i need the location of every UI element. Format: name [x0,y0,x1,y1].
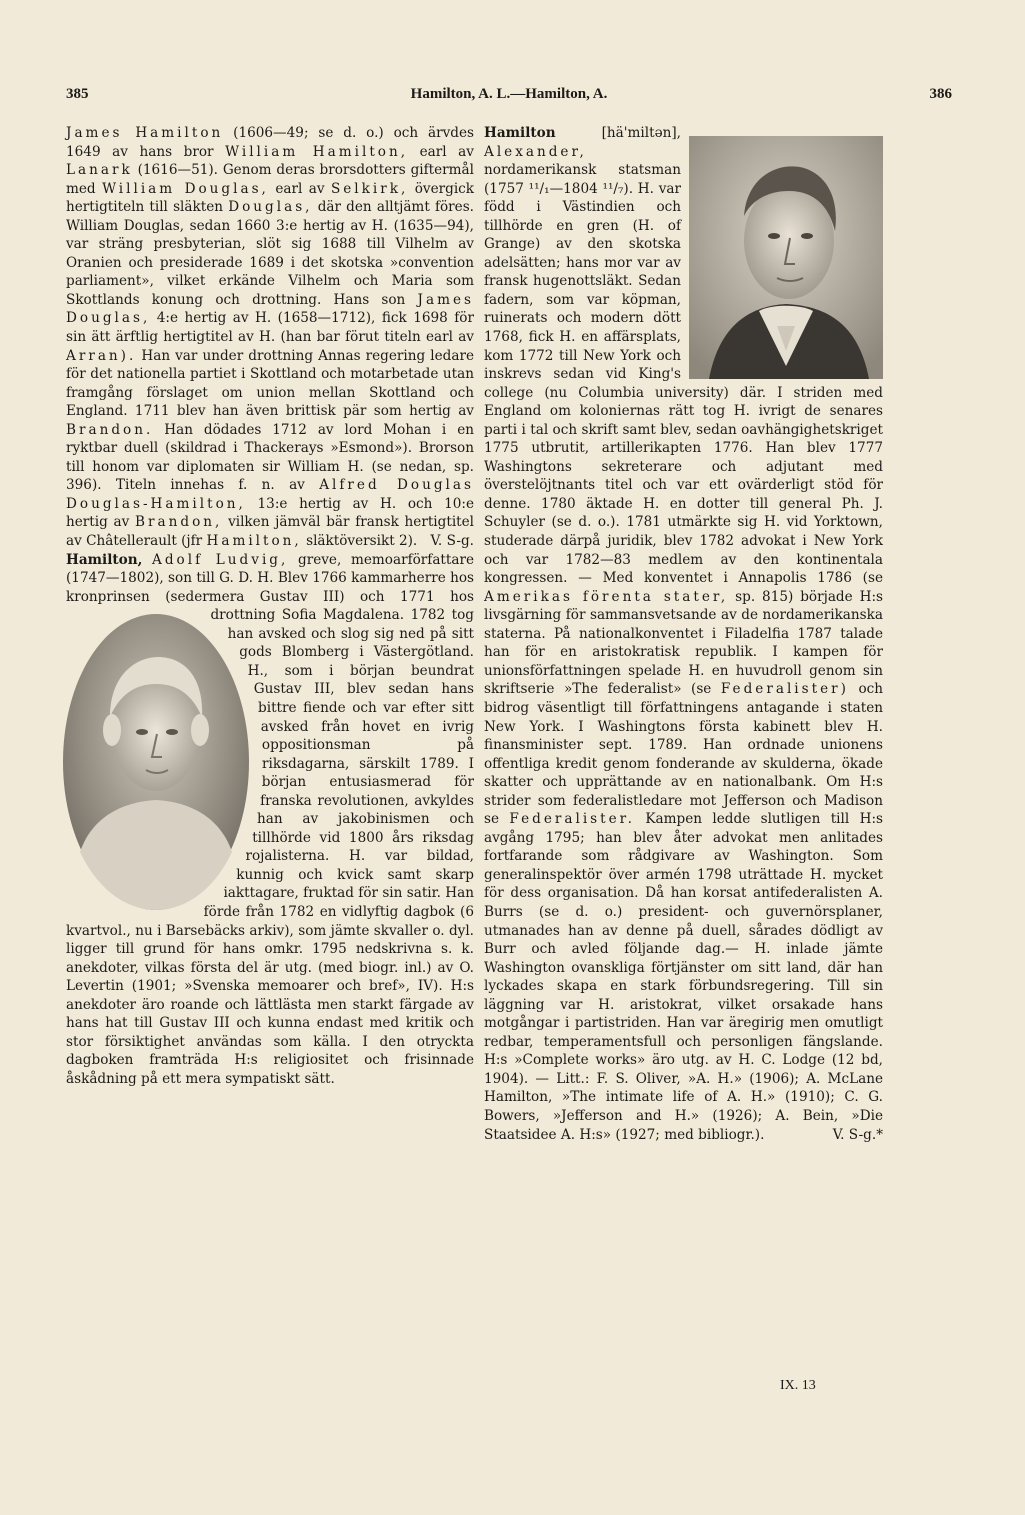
portrait-alexander-hamilton [689,136,883,379]
article-text: greve, memoarförfattare (1747—1802), son till G. D. H. Blev 1766 kammarherre hos kronprinsen (sedermera Gustav III) [66,551,475,605]
article-text: och 1771 hos drottning Sofia Magdalena. 1782 tog han avsked och slog sig ned på sitt gods Blomberg i Västergötland. H., som i början beundrat Gustav III, blev sedan hans bittre fiende och var efter sitt avsked från hovet en ivrig oppositionsman på riksdagarna, särskilt 1789. I början entusiasmerad för franska revolutionen, avkyldes han av jakobinismen och tillhörde vid 1800 års riksdag rojalisterna. H. var bildad, kunnig och kvick samt skarp iakttagare, fruktad för sin satir. Han förde från 1782 en vidlyftig dagbok (6 kvartvol., nu i Barsebäcks arkiv), som jämte skvaller o. dyl. ligger till grund för hans omkr. 1795 nedskrivna s. k. anekdoter, vilkas första del är utg. (med biogr. inl.) av O. Levertin (1901; »Svenska memoarer och bref», IV). H:s anekdoter äro roande och lättlästa men starkt färgade av hans hat till Gustav III och kunna endast med kritik och stor försiktighet användas som källa. I den otryckta dagboken framträda H:s religiositet och frisinnade åskådning på ett mera sympatiskt sätt. [66,588,474,1087]
signature: V. S-g. [430,533,474,550]
article-alexander-hamilton: Hamilton [hä'miltən], Alexander, nordamerikansk statsman (1757 ¹¹/₁—1804 ¹¹/₇). H. var född i Västindien och tillhörde en gren (H. of Grange) av den skotska adelsätten; hans mor var av fransk hugenottsläkt. Sedan fadern, som var köpman, ruinerats och modern dött 1768, fick H. en affärsplats, kom 1772 till New York och inskrevs sedan vid King's college (nu Columbia university) där. I striden med England om koloniernas rätt tog H. ivrigt de senares parti i tal och skrift samt blev, sedan oavhängighetskriget 1775 utbrutit, artillerikapten 1776. Han blev 1777 Washingtons sekreterare och adjutant med överstelöjtnants titel och var ett ovärderligt stöd för denne. 1780 äktade H. en dotter till general Ph. J. Schuyler (se d. o.). 1781 utmärkte sig H. vid Yorktown, studerade därpå juridik, blev 1782 advokat i New York och var 1782—83 medlem av den kontinentala kongressen. — Med konventet i Annapolis 1786 (se Amerikas förenta stater, sp. 815) började H:s livsgärning för sammansvetsande av de nordamerikanska staterna. På nationalkonventet i Filadelfia 1787 talade han för en aristokratisk republik. I kampen för unionsförfattningen spelade H. en huvudroll genom sin skriftserie »The federalist» (se Federalister) och bidrog väsentligt till författningens antagande i staten New York. I Washingtons första kabinett blev H. finansminister sept. 1789. Han ordnade unionens offentliga kredit genom fonderande av skulderna, ökade skatter och upprättande av en nationalbank. Om H:s strider som federalistledare mot Jefferson och Madison se Federalister. Kampen ledde slutligen till H:s avgång 1795; han blev åter advokat men anlitades fortfarande som rådgivare av Washington. Som generalinspektör över armén 1798 uträttade H. mycket för dess organisation. Då han korsat antifederalisten A. Burrs (se d. o.) president- och guvernörsplaner, utmanades han av denne på duell, sårades dödligt av Burr och avled följande dag.— H. inlade jämte Washington ovanskliga förtjänster om sitt land, där han lyckades skapa en stark förbundsregering. Till sin läggning var H. aristokrat, vilket orsakade hans motgångar i partistriden. Han var äregirig men omutligt redbar, temperamentsfull och personligen fängslande. H:s »Complete works» äro utg. av H. C. Lodge (12 bd, 1904). — Litt.: F. S. Oliver, »A. H.» (1906); A. McLane Hamilton, »The intimate life of A. H.» (1910); C. G. Bowers, »Jefferson and H.» (1926); A. Bein, »Die Staatsidee A. H:s» (1927; med bibliogr.). V. S-g.* [484,125,884,1143]
left-column [66,124,474,1088]
running-title: Hamilton, A. L.—Hamilton, A. [410,86,608,102]
headword: Hamilton, [66,551,143,568]
page-number-right: 386 [929,86,952,102]
article-adolf-ludvig-hamilton: Hamilton, Adolf Ludvig, greve, memoarförfattare (1747—1802), son till G. D. H. Blev 1766 kammarherre hos kronprinsen (sedermera Gustav III) och 1771 hos drottning Sofia Magdalena. 1782 tog han avsked och slog sig ned på sitt gods Blomberg i Västergötland. H., som i början beundrat Gustav III, blev sedan hans bittre fiende och var efter sitt avsked från hovet en ivrig oppositionsman på riksdagarna, särskilt 1789. I början entusiasmerad för franska revolutionen, avkyldes han av jakobinismen och tillhörde vid 1800 års riksdag rojalisterna. H. var bildad, kunnig och kvick samt skarp iakttagare, fruktad för sin satir. Han förde från 1782 en vidlyftig dagbok (6 kvartvol., nu i Barsebäcks arkiv), som jämte skvaller o. dyl. ligger till grund för hans omkr. 1795 nedskrivna s. k. anekdoter, vilkas första del är utg. (med biogr. inl.) av O. Levertin (1901; »Svenska memoarer och bref», IV). H:s anekdoter äro roande och lättlästa men starkt färgade av hans hat till Gustav III och kunna endast med kritik och stor försiktighet användas som källa. I den otryckta dagboken framträda H:s religiositet och frisinnade åskådning på ett mera sympatiskt sätt. [66,551,474,1089]
article-james-hamilton-continued: James Hamilton (1606—49; se d. o.) och ärvdes 1649 av hans bror William Hamilton, earl av Lanark (1616—51). Genom deras brorsdotters giftermål med William Douglas, earl av Selkirk, övergick hertigtiteln till släkten Douglas, där den alltjämt föres. William Douglas, sedan 1660 3:e hertig av H. (1635—94), var sträng presbyterian, slöt sig 1688 till Vilhelm av Oranien och presiderade 1689 i det skotska »convention parliament», vilket erkände Vilhelm och Maria som Skottlands konung och drottning. Hans son James Douglas, 4:e hertig av H. (1658—1712), fick 1698 för sin ätt ärftlig hertigtitel av H. (han bar förut titeln earl av Arran). Han var under drottning Annas regering ledare för det nationella partiet i Skottland och motarbetade utan framgång förslaget om union mellan Skottland och England. 1711 blev han även brittisk pär som hertig av Brandon. Han dödades 1712 av lord Mohan i en ryktbar duell (skildrad i Thackerays »Esmond»). Brorson till honom var diplomaten sir William H. (se nedan, sp. 396). Titeln innehas f. n. av Alfred Douglas Douglas-Hamilton, 13:e hertig av H. och 10:e hertig av Brandon, vilken jämväl bär fransk hertigtitel av Châtellerault (jfr Hamilton, släktöversikt 2). V. S-g. [66,125,475,550]
headword: Hamilton [484,125,556,141]
portrait-adolf-ludvig-hamilton [62,612,250,912]
signature: V. S-g.* [832,1126,883,1143]
signature-mark: IX. 13 [780,1378,816,1393]
page-header [66,86,952,110]
page-number-left: 385 [66,86,89,102]
engraved-portrait-image [62,612,250,912]
pronunciation: [hä'miltən], [601,125,681,141]
right-column [484,124,883,1144]
engraved-portrait-image [689,136,883,379]
